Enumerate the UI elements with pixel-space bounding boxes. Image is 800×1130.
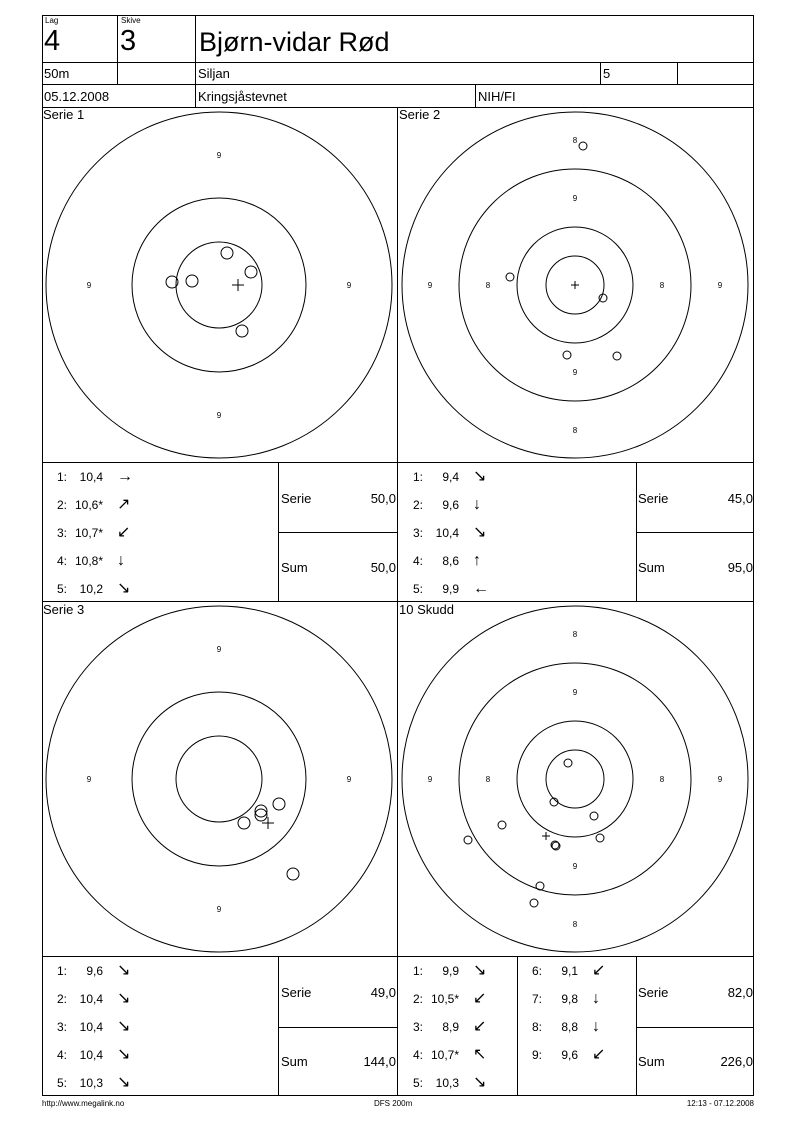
skive-value: 3 — [120, 25, 137, 57]
ring-number: 8 — [572, 136, 578, 145]
shot-hole — [287, 868, 299, 880]
ring-number: 8 — [485, 281, 491, 290]
sum-label: Sum — [638, 1054, 665, 1069]
shot-hole — [464, 836, 472, 844]
ring-number: 9 — [572, 862, 578, 871]
sum-label: Sum — [638, 560, 665, 575]
ring-number: 9 — [216, 645, 222, 654]
shot-number: 5: — [412, 582, 423, 596]
panel-title-10-skudd: 10 Skudd — [399, 602, 454, 617]
shot-direction-arrow-icon: ↘ — [117, 1074, 131, 1091]
shot-direction-arrow-icon: ↓ — [117, 552, 125, 569]
serie-label: Serie — [281, 491, 312, 506]
shot-score: 10,3 — [79, 1076, 103, 1090]
footer-timestamp: 12:13 - 07.12.2008 — [686, 1099, 754, 1108]
shot-score: 10,7* — [430, 1048, 459, 1062]
serie-value: 50,0 — [370, 491, 396, 506]
shot-number: 3: — [56, 526, 67, 540]
shot-hole — [236, 325, 248, 337]
shot-number: 4: — [412, 554, 423, 568]
ring-number: 8 — [659, 281, 665, 290]
shot-hole — [536, 882, 544, 890]
divider — [117, 62, 118, 85]
shot-number: 8: — [531, 1020, 542, 1034]
shot-number: 2: — [56, 498, 67, 512]
date: 05.12.2008 — [44, 89, 110, 104]
shot-hole — [221, 247, 233, 259]
footer-center: DFS 200m — [374, 1099, 413, 1108]
shot-score: 9,8 — [561, 992, 578, 1006]
shot-hole — [579, 142, 587, 150]
shot-direction-arrow-icon: ← — [473, 580, 489, 597]
shot-direction-arrow-icon: ↘ — [473, 962, 487, 979]
shot-direction-arrow-icon: ↘ — [473, 1074, 487, 1091]
sum-value: 144,0 — [363, 1054, 396, 1069]
shot-hole — [238, 817, 250, 829]
shot-row — [409, 964, 519, 978]
divider — [475, 84, 476, 108]
shot-score: 8,6 — [442, 554, 459, 568]
distance: 50m — [44, 66, 70, 81]
shot-number: 5: — [56, 1076, 67, 1090]
ring-number: 8 — [572, 630, 578, 639]
shot-score: 8,9 — [442, 1020, 459, 1034]
ring-number: 9 — [216, 905, 222, 914]
shot-direction-arrow-icon: ↗ — [117, 496, 131, 513]
panel-title-serie-1: Serie 1 — [43, 107, 85, 122]
target-ring — [132, 692, 306, 866]
shot-hole — [245, 266, 257, 278]
shot-score: 8,8 — [561, 1020, 578, 1034]
skive-label: Skive — [121, 16, 141, 25]
shot-score: 10,4 — [79, 992, 103, 1006]
divider — [42, 462, 754, 463]
shot-direction-arrow-icon: ↙ — [592, 1046, 606, 1063]
target-serie-2 — [398, 108, 754, 462]
shot-score: 10,4 — [79, 1020, 103, 1034]
ring-number: 9 — [572, 688, 578, 697]
shot-number: 2: — [56, 992, 67, 1006]
divider — [636, 1027, 754, 1028]
shot-number: 5: — [412, 1076, 423, 1090]
ring-number: 9 — [572, 194, 578, 203]
shot-direction-arrow-icon: ↘ — [117, 962, 131, 979]
target-ring — [46, 606, 392, 952]
shot-number: 5: — [56, 582, 67, 596]
shot-hole — [596, 834, 604, 842]
sum-value: 226,0 — [720, 1054, 753, 1069]
shot-hole — [530, 899, 538, 907]
shot-number: 1: — [56, 964, 67, 978]
shot-direction-arrow-icon: ↙ — [117, 524, 131, 541]
shot-direction-arrow-icon: ↘ — [117, 1018, 131, 1035]
shot-number: 3: — [412, 1020, 423, 1034]
shot-score: 9,6 — [86, 964, 103, 978]
ring-number: 8 — [572, 426, 578, 435]
shot-row — [409, 554, 519, 568]
divider — [677, 62, 678, 85]
shot-row — [528, 1048, 638, 1062]
divider — [42, 956, 754, 957]
shot-hole — [498, 821, 506, 829]
shot-row — [409, 470, 519, 484]
shooter-name: Bjørn-vidar Rød — [199, 27, 390, 57]
sum-value: 95,0 — [727, 560, 753, 575]
shot-hole — [273, 798, 285, 810]
divider — [117, 15, 118, 63]
shot-direction-arrow-icon: ↓ — [473, 496, 481, 513]
shot-hole — [590, 812, 598, 820]
target-ring — [459, 663, 691, 895]
shot-number: 4: — [56, 554, 67, 568]
ring-number: 9 — [346, 281, 352, 290]
footer-link[interactable]: http://www.megalink.no — [42, 1099, 125, 1108]
shot-hole — [563, 351, 571, 359]
shot-direction-arrow-icon: ↓ — [592, 990, 600, 1007]
shot-row — [528, 1020, 638, 1034]
target-ring — [402, 606, 748, 952]
shot-direction-arrow-icon: ↑ — [473, 552, 481, 569]
divider — [42, 84, 754, 85]
divider — [278, 956, 279, 1096]
shot-score: 10,5* — [430, 992, 459, 1006]
sum-label: Sum — [281, 560, 308, 575]
shot-row — [409, 992, 519, 1006]
shot-number: 2: — [412, 992, 423, 1006]
shot-number: 1: — [412, 964, 423, 978]
sum-label: Sum — [281, 1054, 308, 1069]
ring-number: 9 — [216, 411, 222, 420]
shot-score: 10,4 — [79, 1048, 103, 1062]
shot-direction-arrow-icon: → — [117, 468, 133, 485]
serie-value: 82,0 — [727, 985, 753, 1000]
shot-row — [53, 964, 163, 978]
shot-number: 4: — [412, 1048, 423, 1062]
shot-number: 9: — [531, 1048, 542, 1062]
shot-row — [53, 1048, 163, 1062]
shot-row — [53, 526, 163, 540]
shot-score: 9,9 — [442, 582, 459, 596]
shot-score: 10,8* — [74, 554, 103, 568]
shot-score: 9,6 — [561, 1048, 578, 1062]
serie-label: Serie — [638, 491, 669, 506]
shot-direction-arrow-icon: ↘ — [117, 580, 131, 597]
target-serie-3 — [42, 602, 398, 956]
shot-number: 6: — [531, 964, 542, 978]
shot-row — [53, 498, 163, 512]
shot-direction-arrow-icon: ↙ — [473, 990, 487, 1007]
shot-direction-arrow-icon: ↘ — [473, 468, 487, 485]
ring-number: 9 — [86, 775, 92, 784]
shot-row — [528, 992, 638, 1006]
panel-title-serie-2: Serie 2 — [399, 107, 441, 122]
serie-label: Serie — [281, 985, 312, 1000]
divider — [278, 532, 398, 533]
lag-value: 4 — [44, 25, 61, 57]
shot-direction-arrow-icon: ↘ — [117, 990, 131, 1007]
ring-number: 8 — [572, 920, 578, 929]
event: Kringsjåstevnet — [198, 89, 287, 104]
shot-direction-arrow-icon: ↙ — [473, 1018, 487, 1035]
shot-row — [409, 498, 519, 512]
shot-row — [53, 992, 163, 1006]
target-serie-1 — [42, 108, 398, 462]
shot-score: 10,3 — [435, 1076, 459, 1090]
shot-score: 10,6* — [74, 498, 103, 512]
shot-direction-arrow-icon: ↘ — [117, 1046, 131, 1063]
divider — [636, 532, 754, 533]
target-ring — [546, 750, 604, 808]
organization: NIH/FI — [478, 89, 516, 104]
shot-direction-arrow-icon: ↘ — [473, 524, 487, 541]
club: Siljan — [198, 66, 230, 81]
shot-direction-arrow-icon: ↙ — [592, 962, 606, 979]
shot-number: 4: — [56, 1048, 67, 1062]
lag-label: Lag — [45, 16, 59, 25]
shot-score: 9,4 — [442, 470, 459, 484]
ring-number: 9 — [572, 368, 578, 377]
shot-row — [53, 1076, 163, 1090]
shot-hole — [613, 352, 621, 360]
shot-score: 10,4 — [435, 526, 459, 540]
shot-hole — [599, 294, 607, 302]
serie-label: Serie — [638, 985, 669, 1000]
shot-row — [53, 582, 163, 596]
shot-row — [409, 526, 519, 540]
divider — [600, 62, 601, 85]
target-ring — [176, 736, 262, 822]
border-top — [42, 15, 754, 16]
shot-score: 9,6 — [442, 498, 459, 512]
shot-score: 10,4 — [79, 470, 103, 484]
shot-row — [409, 582, 519, 596]
ring-number: 8 — [659, 775, 665, 784]
shot-row — [53, 470, 163, 484]
shot-row — [53, 1020, 163, 1034]
ring-number: 8 — [485, 775, 491, 784]
shot-row — [409, 1020, 519, 1034]
shot-number: 1: — [412, 470, 423, 484]
shot-score: 10,7* — [74, 526, 103, 540]
serie-value: 49,0 — [370, 985, 396, 1000]
shot-hole — [186, 275, 198, 287]
shot-row — [409, 1076, 519, 1090]
shot-hole — [564, 759, 572, 767]
shot-hole — [506, 273, 514, 281]
divider — [42, 62, 754, 63]
shot-direction-arrow-icon: ↓ — [592, 1018, 600, 1035]
ring-number: 9 — [216, 151, 222, 160]
ring-number: 9 — [717, 281, 723, 290]
shot-score: 10,2 — [79, 582, 103, 596]
shot-row — [409, 1048, 519, 1062]
ring-number: 9 — [427, 775, 433, 784]
shot-score: 9,9 — [442, 964, 459, 978]
shot-number: 1: — [56, 470, 67, 484]
divider — [195, 15, 196, 108]
shot-number: 3: — [412, 526, 423, 540]
target-ring — [132, 198, 306, 372]
border-bottom — [42, 1095, 754, 1096]
sum-value: 50,0 — [370, 560, 396, 575]
target-ring — [46, 112, 392, 458]
target-ring — [517, 721, 633, 837]
target-10-skudd — [398, 602, 754, 956]
shot-number: 7: — [531, 992, 542, 1006]
shot-direction-arrow-icon: ↖ — [473, 1046, 487, 1063]
shot-row — [528, 964, 638, 978]
shot-number: 3: — [56, 1020, 67, 1034]
ring-number: 9 — [427, 281, 433, 290]
shot-row — [53, 554, 163, 568]
panel-title-serie-3: Serie 3 — [43, 602, 85, 617]
ring-number: 9 — [86, 281, 92, 290]
divider — [278, 1027, 398, 1028]
ring-number: 9 — [346, 775, 352, 784]
shot-score: 9,1 — [561, 964, 578, 978]
shot-number: 2: — [412, 498, 423, 512]
serie-value: 45,0 — [727, 491, 753, 506]
target-ring — [176, 242, 262, 328]
ring-number: 9 — [717, 775, 723, 784]
klasse: 5 — [603, 66, 611, 81]
